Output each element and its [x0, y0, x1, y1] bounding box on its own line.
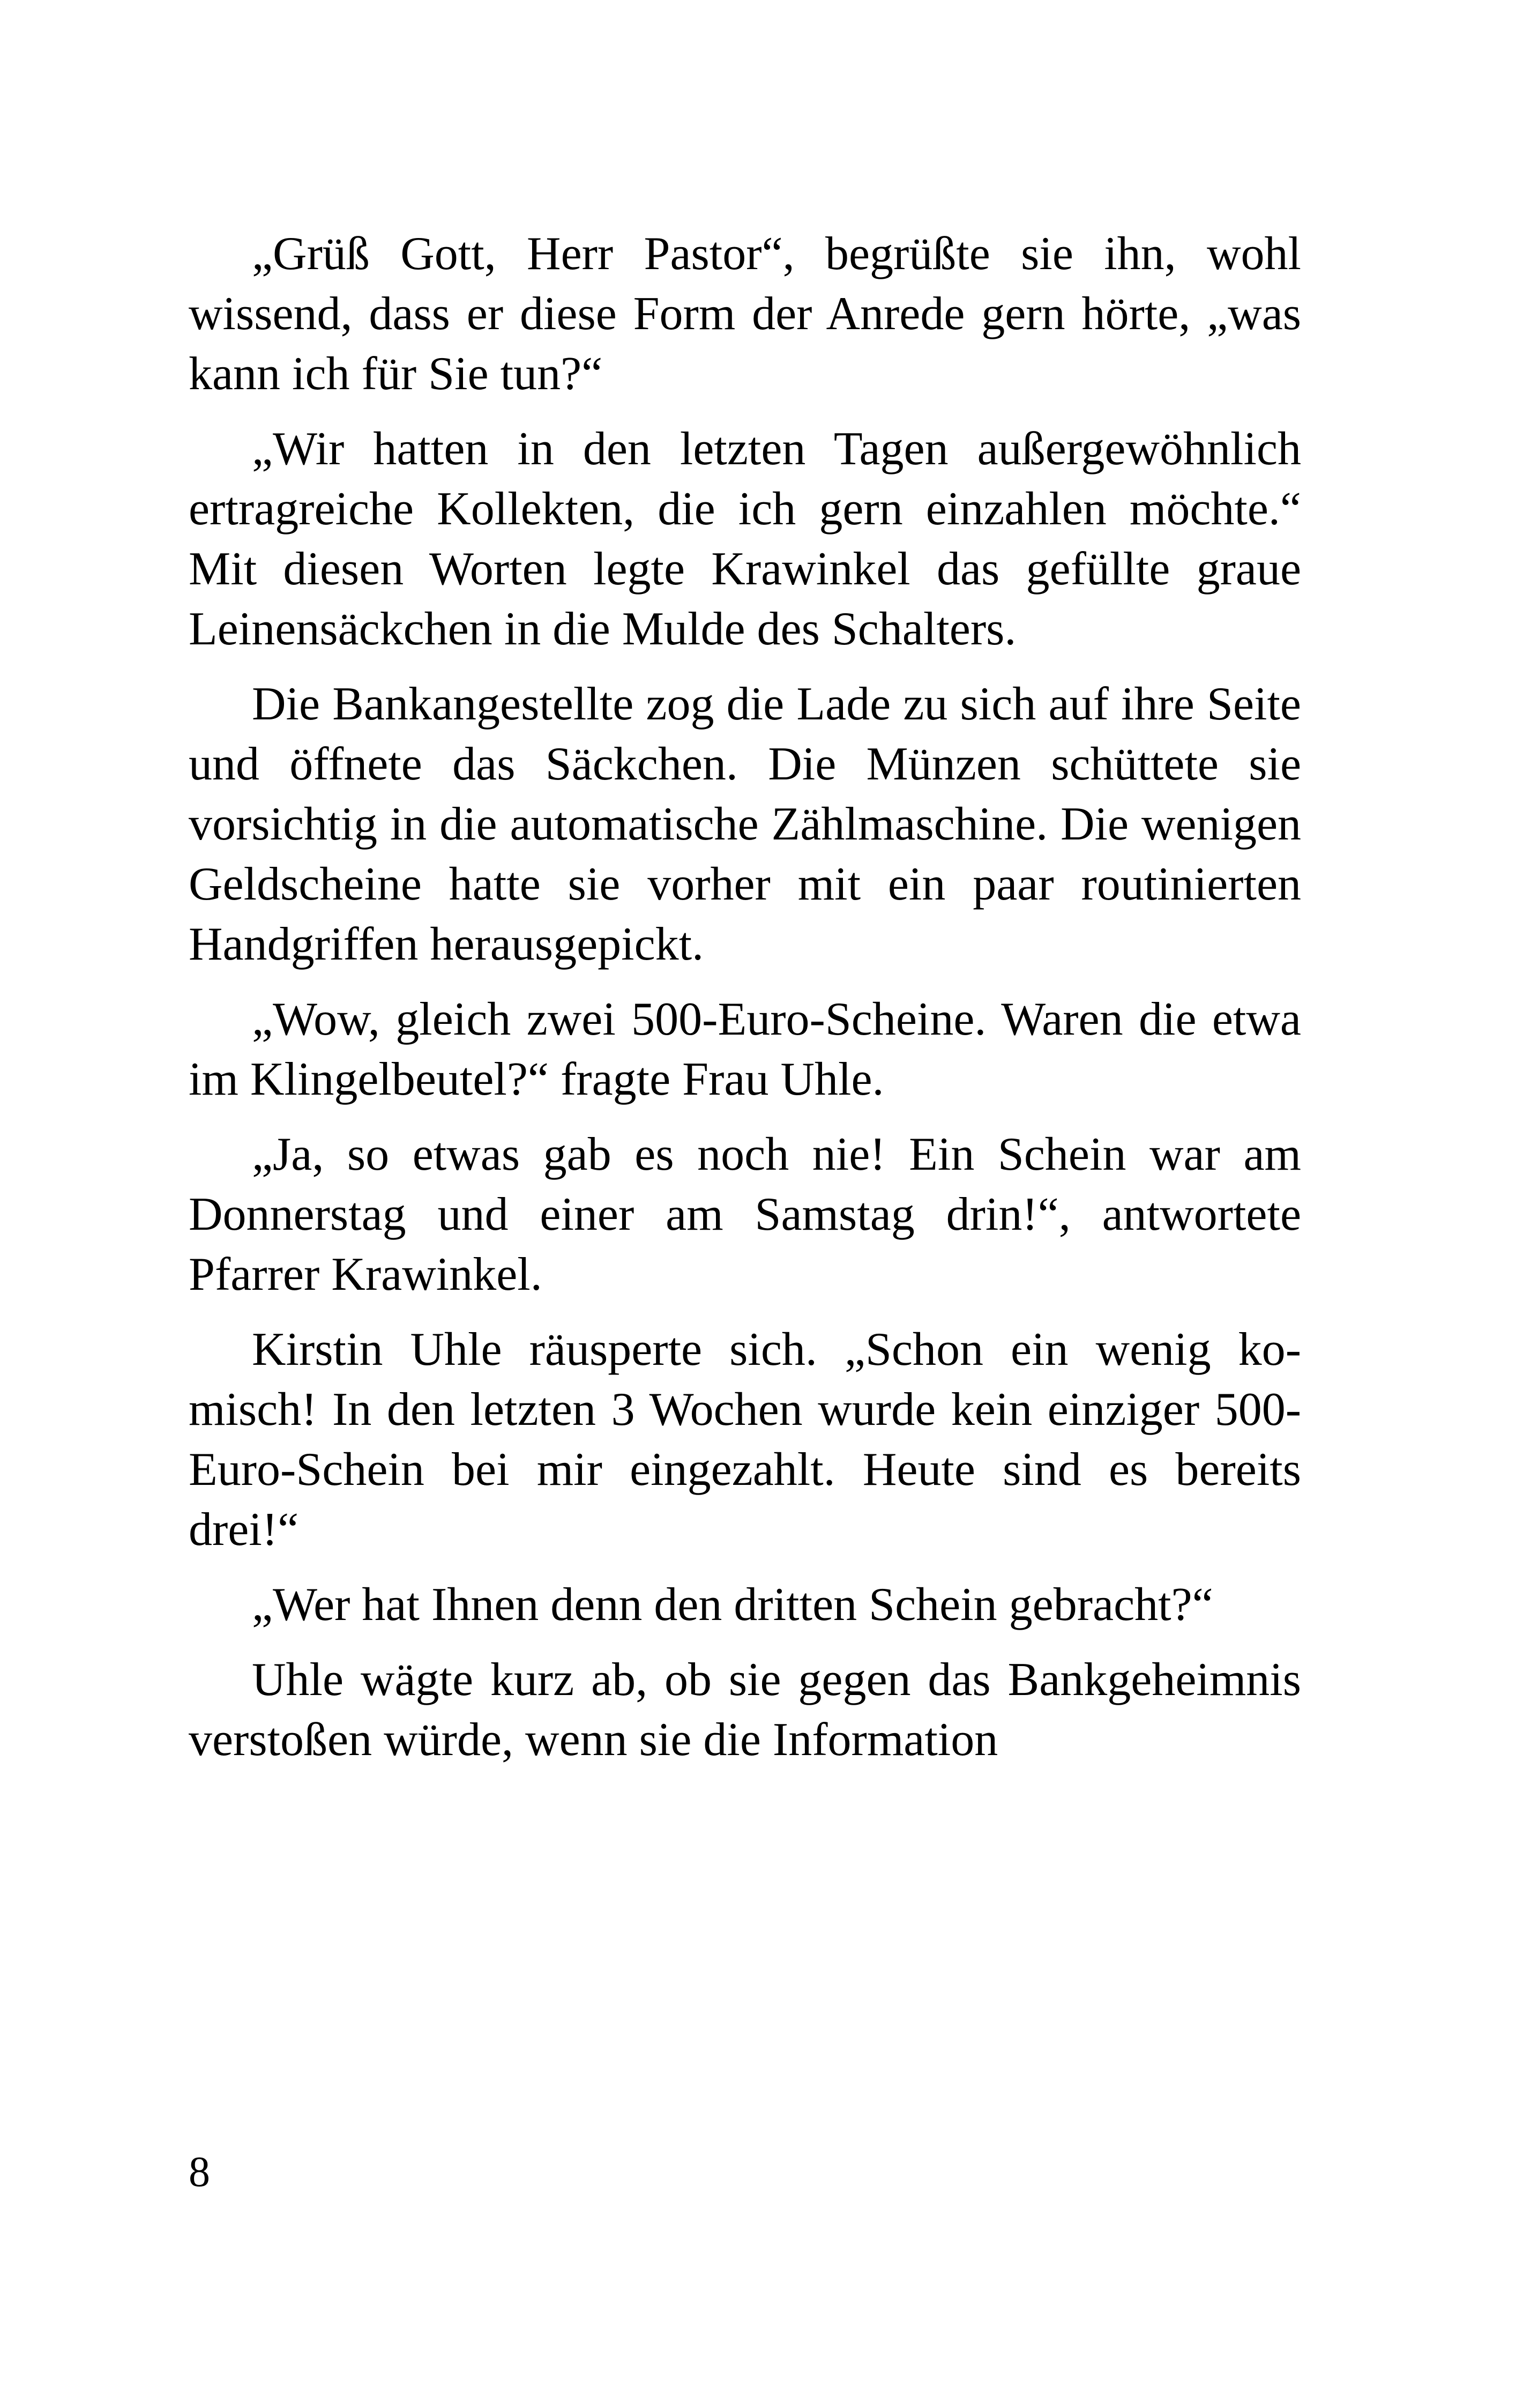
paragraph-5: „Ja, so etwas gab es noch nie! Ein Schein war am Donnerstag und einer am Samstag drin!“, antwortete Pfarrer Krawinkel.	[189, 1128, 1301, 1300]
paragraph-3: Die Bankangestellte zog die Lade zu sich auf ihre Seite und öffnete das Säckchen. Die Münzen schüttete sie vorsichtig in die automatische Zählmaschine. Die wenigen Geldscheine hatte sie vorher mit ein paar routinierten Handgriffen herausgepickt.	[189, 678, 1301, 970]
paragraph-8: Uhle wägte kurz ab, ob sie gegen das Bankgeheimnis verstoßen würde, wenn sie die Information	[189, 1654, 1301, 1766]
paragraph-2: „Wir hatten in den letzten Tagen außergewöhnlich ertragreiche Kollekten, die ich gern einzahlen möchte.“ Mit diesen Worten legte Krawinkel das gefüllte graue Leinensäckchen in die Mulde des Schalters.	[189, 423, 1301, 655]
paragraph-7: „Wer hat Ihnen denn den dritten Schein gebracht?“	[252, 1579, 1213, 1631]
body-text	[189, 224, 1301, 1785]
paragraph-4: „Wow, gleich zwei 500-Euro-Scheine. Waren die etwa im Klingelbeutel?“ fragte Frau Uhle.	[189, 993, 1301, 1105]
paragraph-1: „Grüß Gott, Herr Pastor“, begrüßte sie ihn, wohl wissend, dass er diese Form der Anrede gern hörte, „was kann ich für Sie tun?“	[189, 228, 1301, 400]
page-number: 8	[189, 2149, 210, 2196]
paragraph-6: Kirstin Uhle räusperte sich. „Schon ein wenig komisch! In den letzten 3 Wochen wurde kein einziger 500-Euro-Schein bei mir eingezahlt. Heute sind es bereits drei!“	[189, 1324, 1301, 1556]
